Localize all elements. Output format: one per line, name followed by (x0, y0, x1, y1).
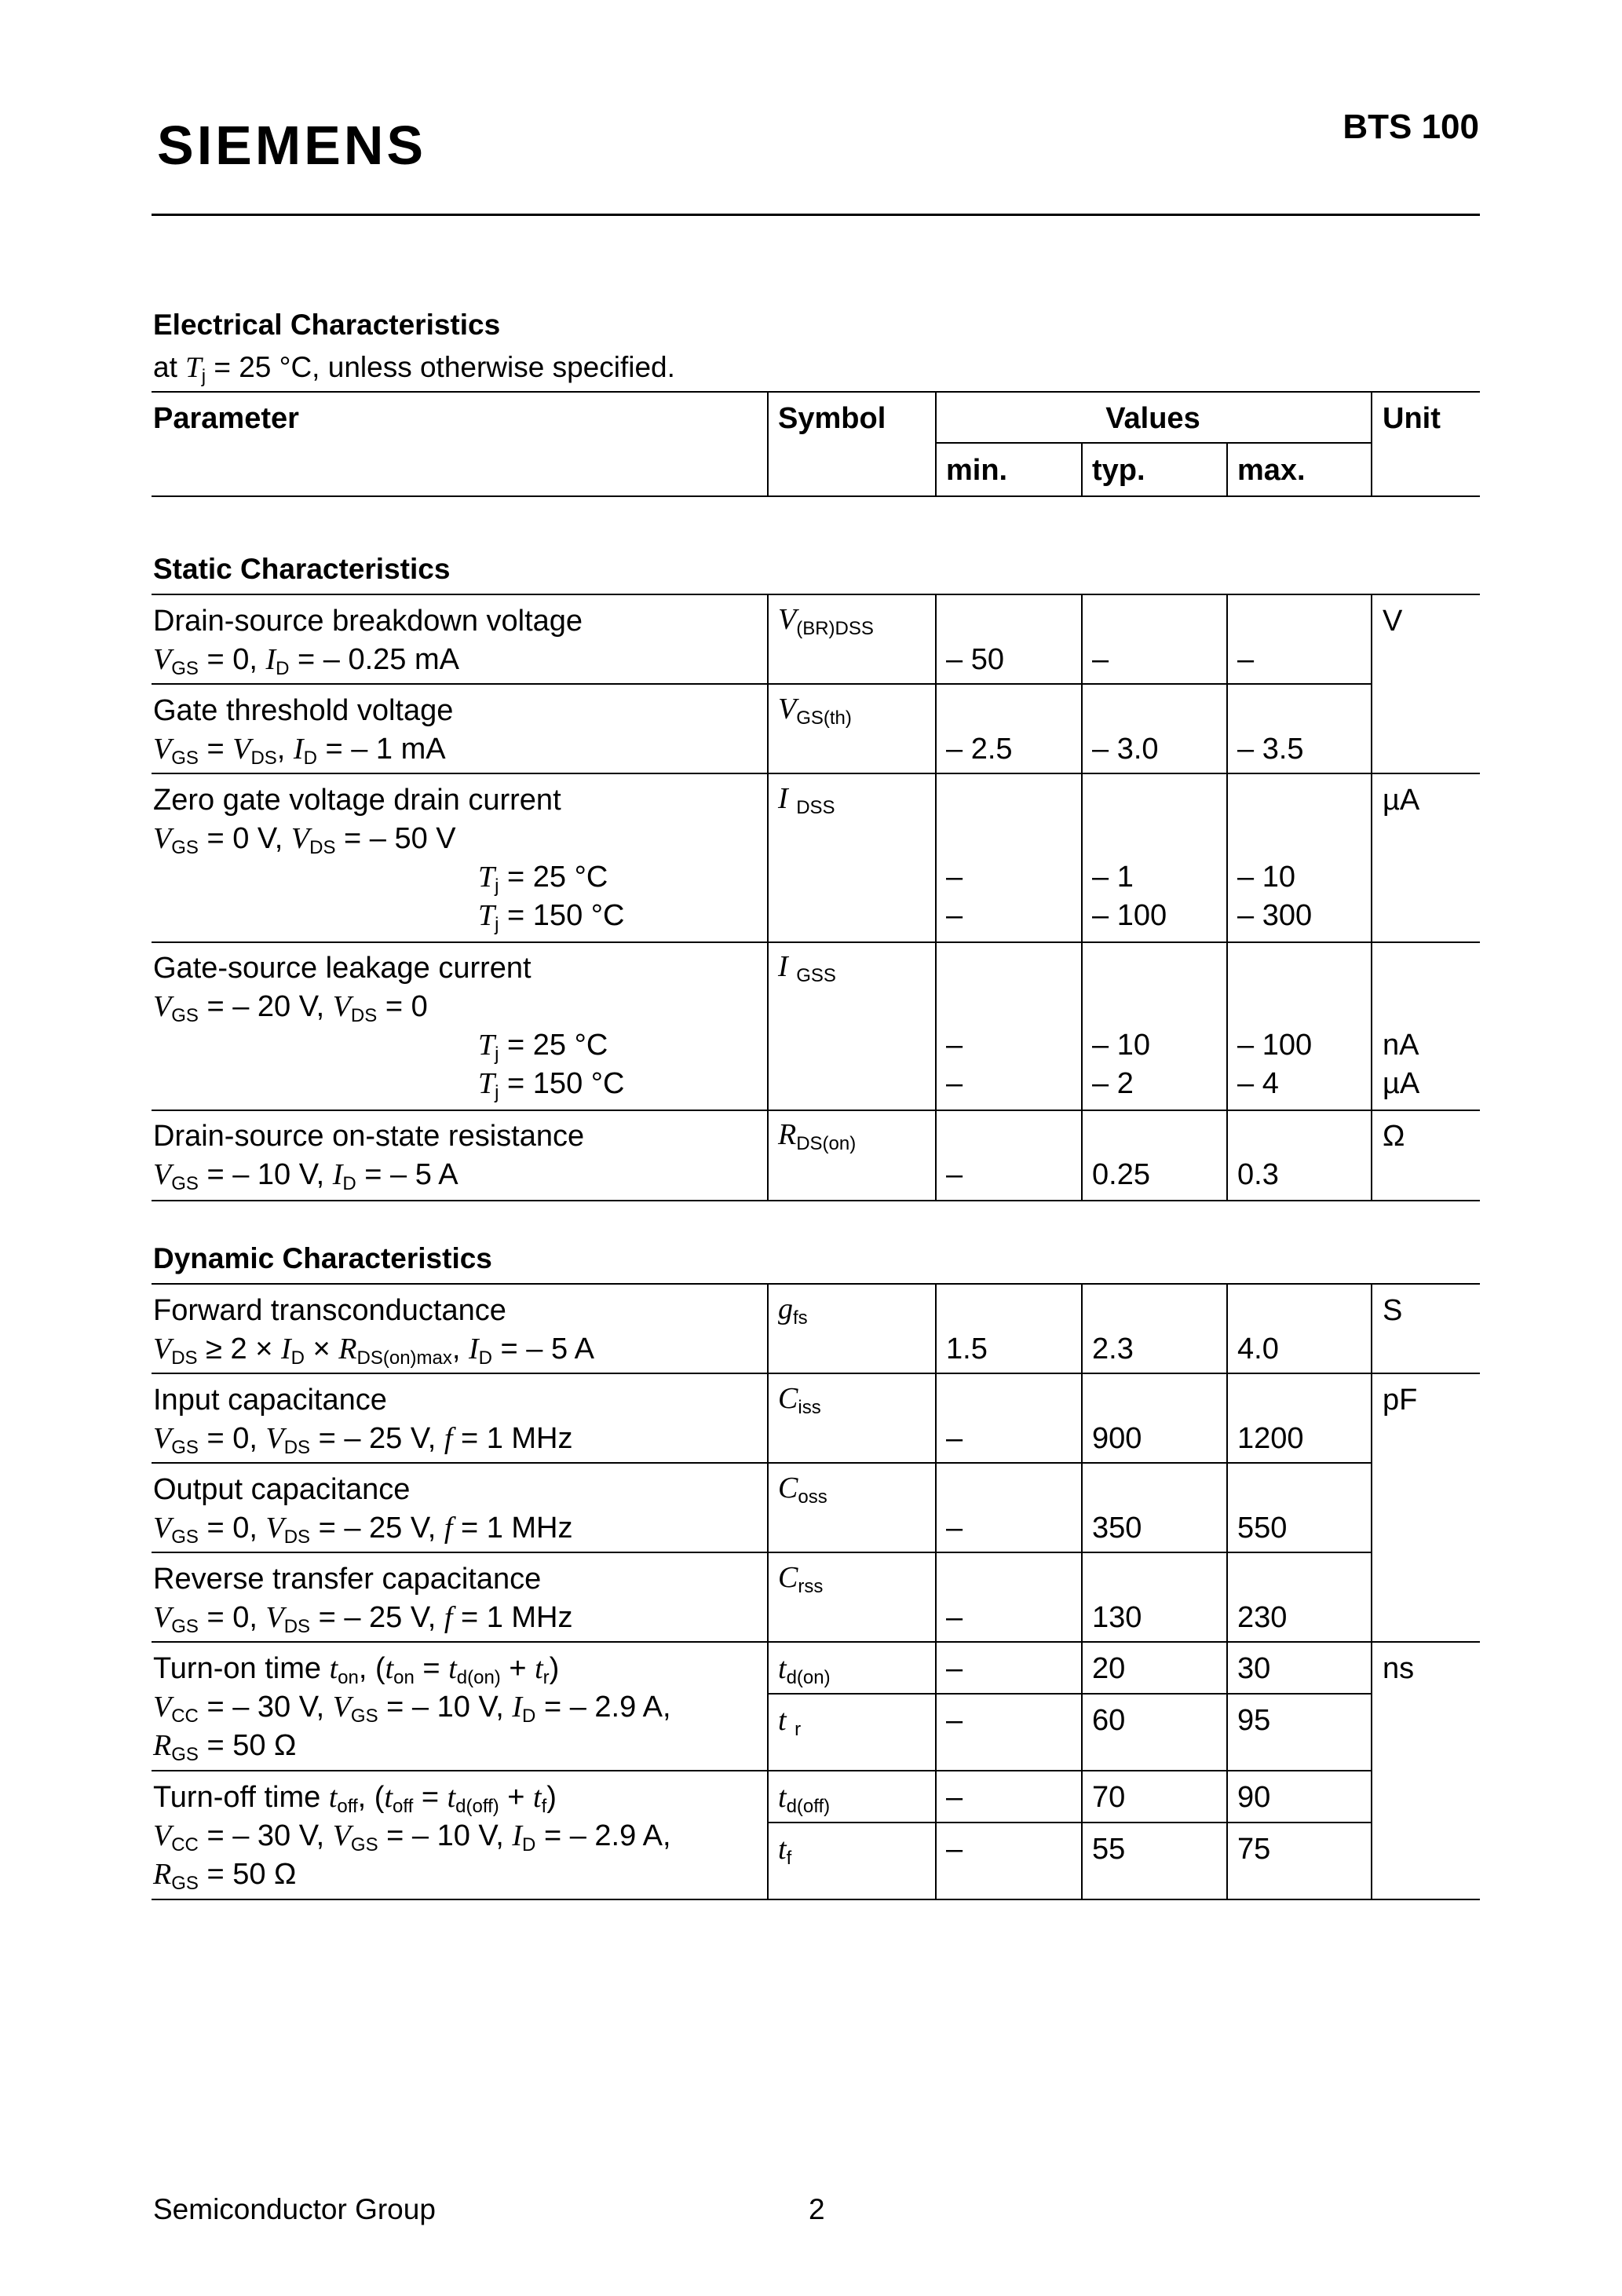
unit: S (1383, 1294, 1403, 1327)
value-min: – (946, 1422, 963, 1455)
value-min: – (946, 1833, 963, 1866)
param-temp-b: $T_j = 150$ °C (478, 1067, 625, 1103)
value-typ: – 1 (1092, 861, 1134, 894)
section-title: Electrical Characteristics (153, 309, 501, 341)
static-table (152, 594, 1480, 1202)
value-typ: – 10 (1092, 1029, 1150, 1062)
value-min: – (946, 1652, 963, 1685)
header-unit: Unit (1383, 402, 1441, 435)
value-min: – (946, 1704, 963, 1737)
param-condition: $V_{GS} = 0$, $V_{DS}$ = – 25 V, f = 1 MHz (153, 1422, 573, 1458)
condition-symbol: T (185, 352, 202, 384)
param-name: Output capacitance (153, 1473, 411, 1506)
value-typ: – 2 (1092, 1067, 1134, 1100)
value-min: – (946, 1601, 963, 1634)
unit: nA (1383, 1029, 1419, 1062)
value-typ: 60 (1092, 1704, 1126, 1737)
value-min: 1.5 (946, 1333, 988, 1366)
symbol: $V_{GS(th)}$ (778, 693, 852, 729)
value-typ: 2.3 (1092, 1333, 1134, 1366)
dynamic-table (152, 1283, 1480, 1903)
value-typ: 70 (1092, 1781, 1126, 1814)
value-max: – 10 (1237, 861, 1295, 894)
symbol: $V_{(BR)DSS}$ (778, 603, 874, 639)
param-name: Turn-off time $t_{off}$, $(t_{off} = t_{d(off)} + t_f)$ (153, 1781, 557, 1817)
param-condition: $R_{GS} = 50$ Ω (153, 1729, 297, 1765)
header-rule (152, 214, 1480, 216)
value-max: 4.0 (1237, 1333, 1279, 1366)
symbol: t $_r$ (778, 1704, 802, 1740)
symbol: $g_{fs}$ (778, 1292, 808, 1329)
unit: V (1383, 605, 1403, 638)
param-temp-a: $T_j = 25$ °C (478, 861, 608, 897)
value-max: – 4 (1237, 1067, 1279, 1100)
param-condition: $V_{GS} = V_{DS}$, $I_D$ = – 1 mA (153, 733, 446, 769)
siemens-logo: SIEMENS (157, 115, 427, 176)
param-name: Turn-on time $t_{on}$, $(t_{on} = t_{d(on)} + t_r)$ (153, 1652, 560, 1688)
param-name: Forward transconductance (153, 1294, 506, 1327)
param-condition: $V_{GS}$ = – 20 V, $V_{DS} = 0$ (153, 990, 428, 1026)
value-max: 90 (1237, 1781, 1271, 1814)
header-symbol: Symbol (778, 402, 886, 435)
symbol: $R_{DS(on)}$ (778, 1118, 857, 1154)
footer-left: Semiconductor Group (153, 2193, 436, 2225)
param-condition: $R_{GS} = 50$ Ω (153, 1858, 297, 1894)
symbol: I $_{GSS}$ (778, 950, 836, 986)
value-max: – (1237, 643, 1255, 676)
value-min: – (946, 1781, 963, 1814)
value-max: 95 (1237, 1704, 1271, 1737)
param-condition: $V_{GS} = 0$, $I_D$ = – 0.25 mA (153, 643, 459, 679)
param-condition: $V_{DS} \ge 2 \times I_D \times R_{DS(on)max}$, $I_D$ = – 5 A (153, 1333, 594, 1369)
dynamic-title: Dynamic Characteristics (153, 1242, 492, 1274)
value-typ: 900 (1092, 1422, 1142, 1455)
param-condition: $V_{CC}$ = – 30 V, $V_{GS}$ = – 10 V, $I_D$ = – 2.9 A, (153, 1691, 671, 1727)
symbol: $C_{oss}$ (778, 1472, 827, 1508)
static-title: Static Characteristics (153, 553, 451, 585)
symbol: $C_{rss}$ (778, 1561, 824, 1597)
param-name: Zero gate voltage drain current (153, 784, 561, 817)
param-name: Drain-source on-state resistance (153, 1120, 585, 1153)
symbol: I $_{DSS}$ (778, 782, 835, 818)
unit: pF (1383, 1384, 1418, 1417)
param-name: Gate threshold voltage (153, 694, 454, 727)
value-max: 1200 (1237, 1422, 1304, 1455)
param-condition: $V_{GS}$ = – 10 V, $I_D$ = – 5 A (153, 1158, 458, 1194)
section-condition (153, 353, 675, 386)
value-typ: – (1092, 643, 1109, 676)
value-typ: 20 (1092, 1652, 1126, 1685)
header-min: min. (946, 454, 1008, 487)
param-condition: $V_{GS} = 0$, $V_{DS}$ = – 25 V, f = 1 MHz (153, 1512, 573, 1548)
value-max: – 300 (1237, 899, 1313, 932)
value-typ: – 3.0 (1092, 733, 1159, 766)
condition-sub: j (201, 366, 206, 387)
param-condition: $V_{GS} = 0$, $V_{DS}$ = – 25 V, f = 1 MHz (153, 1601, 573, 1637)
table-header (152, 391, 1480, 497)
param-temp-b: $T_j = 150$ °C (478, 899, 625, 935)
value-min: – 2.5 (946, 733, 1013, 766)
unit: µA (1383, 784, 1420, 817)
param-name: Reverse transfer capacitance (153, 1563, 542, 1596)
condition-suffix: = 25 °C, unless otherwise specified. (206, 351, 675, 383)
value-min: – (946, 899, 963, 932)
value-min: – (946, 861, 963, 894)
condition-prefix: at (153, 351, 186, 383)
value-typ: 55 (1092, 1833, 1126, 1866)
header-parameter: Parameter (153, 402, 299, 435)
value-typ: 0.25 (1092, 1158, 1150, 1191)
symbol: $t_f$ (778, 1833, 792, 1869)
param-condition: $V_{GS} = 0$ V, $V_{DS}$ = – 50 V (153, 822, 456, 858)
symbol: $t_{d(on)}$ (778, 1652, 831, 1688)
value-min: – (946, 1029, 963, 1062)
value-typ: 130 (1092, 1601, 1142, 1634)
symbol: $t_{d(off)}$ (778, 1781, 831, 1817)
param-name: Input capacitance (153, 1384, 387, 1417)
value-max: 75 (1237, 1833, 1271, 1866)
value-max: – 100 (1237, 1029, 1313, 1062)
param-name: Gate-source leakage current (153, 952, 532, 985)
value-min: – (946, 1067, 963, 1100)
header-values: Values (1105, 402, 1200, 435)
param-name: Drain-source breakdown voltage (153, 605, 583, 638)
unit: Ω (1383, 1120, 1405, 1153)
value-max: 230 (1237, 1601, 1288, 1634)
unit: µA (1383, 1067, 1420, 1100)
value-max: – 3.5 (1237, 733, 1304, 766)
value-max: 30 (1237, 1652, 1271, 1685)
unit: ns (1383, 1652, 1415, 1685)
value-min: – (946, 1158, 963, 1191)
header-typ: typ. (1092, 454, 1145, 487)
symbol: $C_{iss}$ (778, 1382, 821, 1418)
value-max: 550 (1237, 1512, 1288, 1545)
value-typ: – 100 (1092, 899, 1167, 932)
value-max: 0.3 (1237, 1158, 1279, 1191)
value-typ: 350 (1092, 1512, 1142, 1545)
header-max: max. (1237, 454, 1306, 487)
page-number: 2 (809, 2193, 825, 2225)
param-condition: $V_{CC}$ = – 30 V, $V_{GS}$ = – 10 V, $I_D$ = – 2.9 A, (153, 1819, 671, 1855)
part-number: BTS 100 (1343, 108, 1479, 146)
value-min: – (946, 1512, 963, 1545)
value-min: – 50 (946, 643, 1004, 676)
param-temp-a: $T_j = 25$ °C (478, 1029, 608, 1065)
